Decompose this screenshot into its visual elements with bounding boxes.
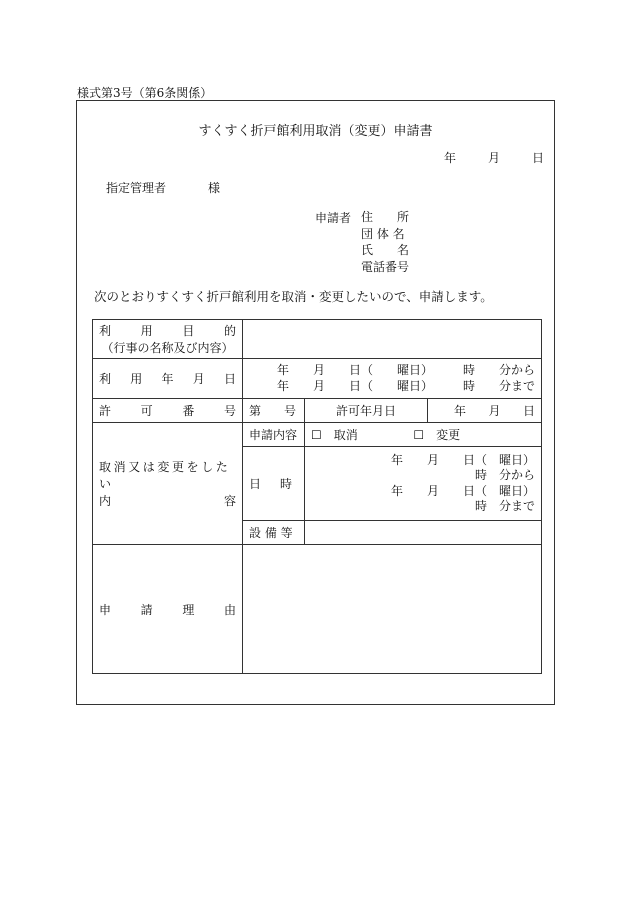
use-date-label-cell xyxy=(93,359,243,399)
reason-label-cell xyxy=(93,545,243,674)
row-use-date xyxy=(93,359,542,399)
permit-label-cell xyxy=(93,399,243,423)
apply-content-label-cell xyxy=(243,423,305,447)
row-purpose xyxy=(93,320,542,359)
datetime-to-time: 時 分まで xyxy=(475,499,536,513)
applicant-heading: 申請者 xyxy=(315,211,352,225)
equipment-label: 設 備 等 xyxy=(249,526,293,540)
change-label-line2: 内 容 xyxy=(99,494,236,508)
applicant-address-label: 住 所 xyxy=(361,210,410,224)
date-month: 月 xyxy=(488,151,501,165)
addressee-name: 指定管理者 xyxy=(106,181,167,195)
intro-text: 次のとおりすくすく折戸館利用を取消・変更したいので、申請します。 xyxy=(94,289,493,304)
purpose-input-cell[interactable] xyxy=(243,320,542,359)
datetime-label-cell xyxy=(243,447,305,521)
row-apply-content xyxy=(93,423,542,447)
permit-date-label: 許可年月日 xyxy=(335,404,396,418)
purpose-label: 利 用 目 的 xyxy=(99,324,236,338)
datetime-to-date: 年 月 日（ 曜日） xyxy=(391,483,536,498)
equipment-input-cell[interactable] xyxy=(305,521,542,545)
datetime-from-date: 年 月 日（ 曜日） xyxy=(391,452,536,467)
applicant-group-label: 団 体 名 xyxy=(361,226,405,241)
applicant-fields xyxy=(361,209,409,275)
datetime-from-time: 時 分から xyxy=(475,468,536,482)
change-label-cell xyxy=(93,423,243,545)
purpose-sublabel: （行事の名称及び内容） xyxy=(101,341,234,355)
datetime-input-cell[interactable] xyxy=(305,447,542,521)
date-day: 日 xyxy=(532,151,545,165)
apply-content-cell xyxy=(305,423,542,447)
use-date-from: 年 月 日（ 曜日） 時 分から xyxy=(277,363,536,377)
permit-date-cell[interactable] xyxy=(428,399,542,423)
row-permit xyxy=(93,399,542,423)
change-label-line1: 取消又は変更をしたい xyxy=(99,460,231,491)
equipment-label-cell xyxy=(243,521,305,545)
reason-input-cell[interactable] xyxy=(243,545,542,674)
reason-label: 申 請 理 由 xyxy=(99,602,236,617)
permit-date-label-cell xyxy=(305,399,428,423)
use-date-label: 利 用 年 月 日 xyxy=(99,372,236,386)
checkbox-cancel[interactable]: ☐ 取消 xyxy=(311,428,358,442)
checkbox-change[interactable]: ☐ 変更 xyxy=(413,428,461,442)
addressee xyxy=(106,179,220,196)
row-reason xyxy=(93,545,542,674)
date-year: 年 xyxy=(444,151,457,165)
permit-date: 年 月 日 xyxy=(454,404,536,418)
purpose-label-cell xyxy=(93,320,243,359)
datetime-label: 日 時 xyxy=(249,477,292,491)
form-frame xyxy=(76,100,555,705)
applicant-name-label: 氏 名 xyxy=(361,243,410,257)
addressee-suffix: 様 xyxy=(208,181,221,195)
application-table xyxy=(92,319,542,674)
application-date xyxy=(444,149,544,166)
use-date-input-cell[interactable] xyxy=(243,359,542,399)
form-number-label: 様式第3号（第6条関係） xyxy=(77,86,213,100)
apply-content-label: 申請内容 xyxy=(249,428,298,442)
permit-label: 許 可 番 号 xyxy=(99,404,236,418)
use-date-to: 年 月 日（ 曜日） 時 分まで xyxy=(277,378,536,393)
permit-number: 第 号 xyxy=(249,404,296,418)
applicant-phone-label: 電話番号 xyxy=(361,259,410,274)
permit-number-cell[interactable] xyxy=(243,399,305,423)
form-title: すくすく折戸館利用取消（変更）申請書 xyxy=(198,124,433,139)
